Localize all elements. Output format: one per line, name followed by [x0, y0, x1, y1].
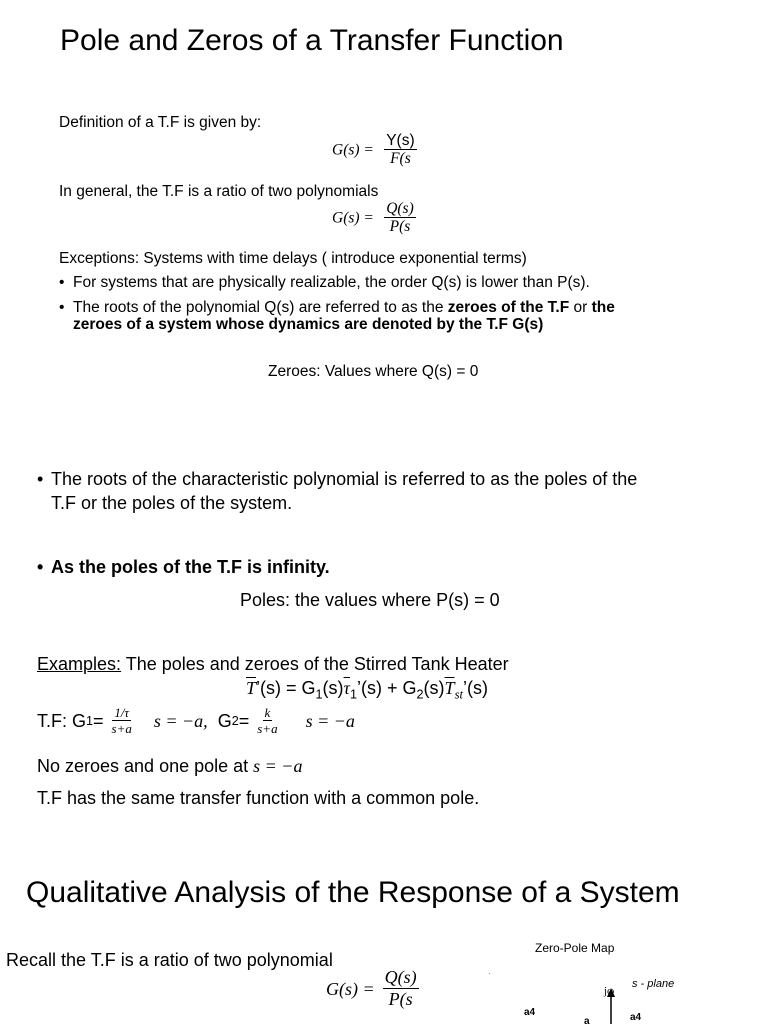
bullet1-text: For systems that are physically realizable, the order Q(s) is lower than P(s). [73, 274, 590, 291]
eq1-denominator: F(s [390, 150, 411, 168]
examples-text: The poles and zeroes of the Stirred Tank Heater [121, 654, 509, 674]
examples-label: Examples: [37, 654, 122, 674]
g2-pole: s = −a [305, 710, 355, 731]
eq3-denominator: P(s [388, 988, 413, 1009]
g2-denominator: s+a [257, 721, 278, 737]
no-zeroes-text: No zeroes and one pole at [37, 756, 254, 776]
g2-label: G [217, 710, 232, 731]
equation-2 [332, 200, 416, 237]
eq2-denominator: P(s [389, 218, 411, 236]
tf-label: T.F: G [37, 710, 86, 731]
g1-denominator: s+a [111, 721, 132, 737]
eq1-lhs: G(s) = [332, 141, 374, 159]
equation-1 [332, 132, 417, 169]
map-a: a [584, 1016, 590, 1024]
eq2-lhs: G(s) = [332, 209, 374, 227]
equation-3 [326, 968, 419, 1010]
zero-pole-map [480, 960, 768, 1024]
tank-eq-T: $\overline{T}$ [246, 678, 257, 698]
g2-sub: 2 [231, 714, 239, 729]
tank-eq-rest1: ’(s) = G [256, 678, 316, 698]
map-a4-right: a4 [630, 1012, 642, 1023]
tank-eq-sub2: 1 [350, 687, 358, 702]
zeroes-line: Zeroes: Values where Q(s) = 0 [268, 363, 479, 380]
g2-numerator: k [264, 705, 271, 720]
bullet-physically-realizable [73, 274, 590, 292]
map-dot: · [488, 969, 491, 978]
tank-eq-sub1: 1 [315, 687, 323, 702]
tank-eq-rest3: ’(s) + G [357, 678, 417, 698]
map-axis-label: jω [604, 985, 615, 997]
eq3-numerator: Q(s) [384, 967, 417, 987]
bullet2-part-a: The roots of the polynomial Q(s) are referred to as the [73, 299, 448, 316]
eq2-numerator: Q(s) [386, 200, 414, 217]
bullet2-part-d: the [591, 299, 615, 316]
tf-sub1: 1 [86, 714, 94, 729]
tf-eq: = [93, 710, 104, 731]
map-a4-left: a4 [524, 1007, 536, 1018]
tank-eq-rest5: ’(s) [462, 678, 488, 698]
eq1-numerator: Y(s) [386, 132, 415, 149]
tank-equation [246, 678, 488, 703]
bullet2-part-b: zeroes of the T.F [447, 299, 570, 316]
tank-eq-sub3: 2 [416, 687, 424, 702]
exceptions-text: Exceptions: Systems with time delays ( introduce exponential terms) [59, 250, 527, 267]
poles-infinity-text: As the poles of the T.F is infinity. [51, 557, 330, 577]
bullet2-part-c: or [569, 299, 592, 316]
slide1-title: Pole and Zeros of a Transfer Function [60, 24, 564, 57]
definition-text: Definition of a T.F is given by: [59, 114, 262, 131]
g2-eq: = [238, 710, 250, 731]
examples-line [37, 654, 509, 675]
eq3-lhs: G(s) = [326, 978, 375, 999]
general-text: In general, the T.F is a ratio of two polynomials [59, 183, 379, 200]
no-zeroes-math: s = −a [253, 756, 303, 776]
g1-numerator: 1/τ [114, 705, 130, 720]
slide3-title: Qualitative Analysis of the Response of a System [26, 876, 680, 909]
common-pole-line: T.F has the same transfer function with a common pole. [37, 788, 480, 808]
tf-equation [37, 706, 355, 737]
tank-eq-st: st [454, 687, 463, 702]
no-zeroes-line [37, 756, 302, 777]
tank-eq-Tst: $\overline{T}$ [444, 678, 455, 698]
tank-eq-tau: $\overline{\tau}$ [343, 678, 350, 698]
map-plane-label: s - plane [632, 978, 675, 990]
bullet2-line2: zeroes of a system whose dynamics are denoted by the T.F G(s) [73, 316, 544, 333]
bullet-poles-infinity [51, 557, 330, 578]
tank-eq-rest2: (s) [322, 678, 344, 698]
poles-bullet-line1: The roots of the characteristic polynomial is referred to as the poles of the [51, 469, 638, 489]
recall-text: Recall the T.F is a ratio of two polynomial [6, 950, 333, 970]
g1-pole: s = −a, [153, 710, 208, 731]
poles-bullet-line2: T.F or the poles of the system. [51, 493, 293, 513]
bullet-poles-definition [51, 469, 637, 490]
tank-eq-rest4: (s) [423, 678, 445, 698]
zero-pole-map-title: Zero-Pole Map [535, 941, 615, 955]
poles-line: Poles: the values where P(s) = 0 [240, 590, 500, 610]
bullet-zeroes [73, 299, 615, 317]
